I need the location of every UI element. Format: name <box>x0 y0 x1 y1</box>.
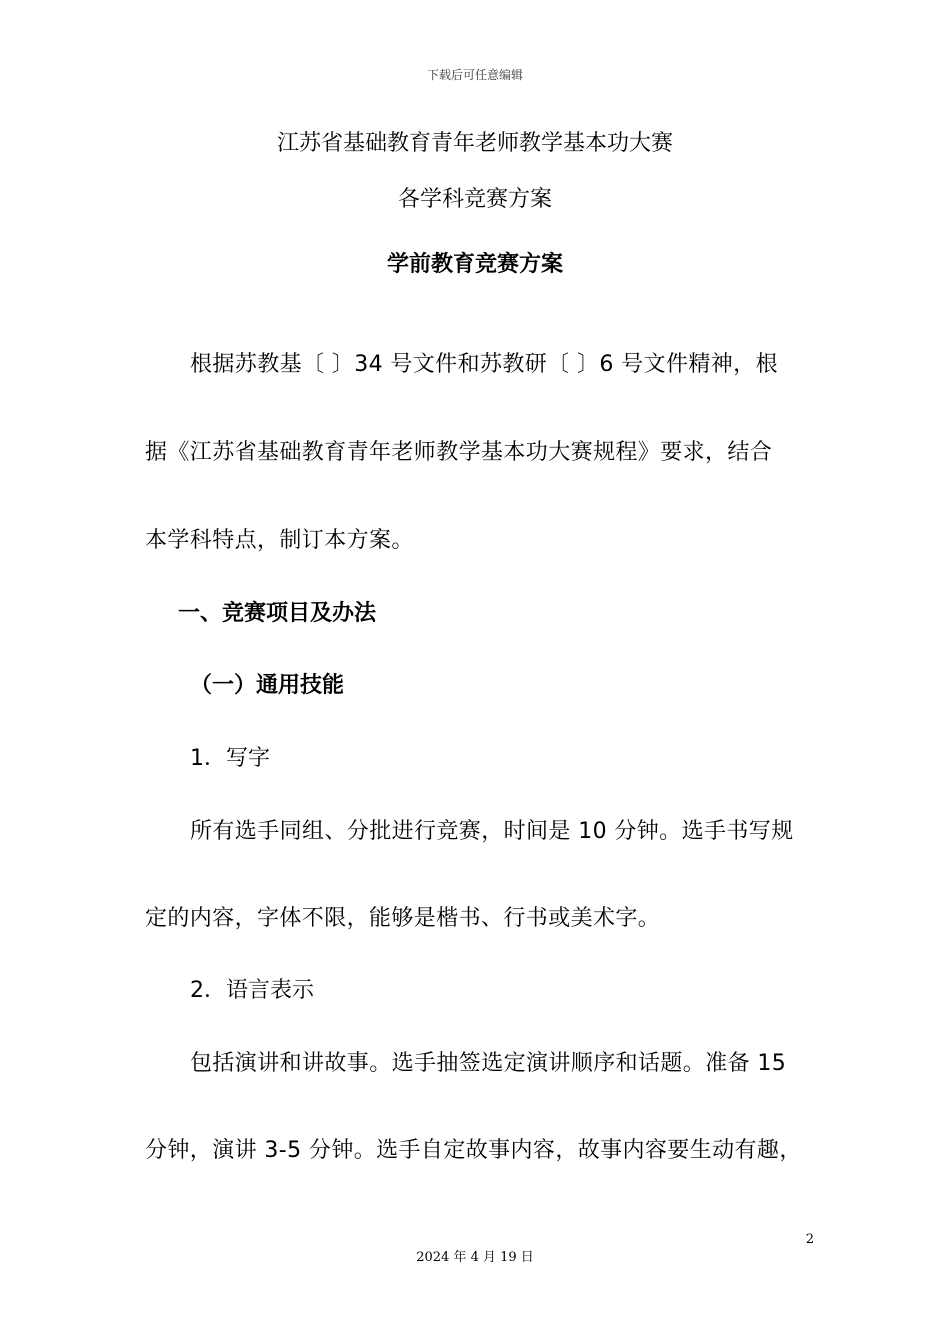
item-writing-line-1: 所有选手同组、分批进行竞赛，时间是 10 分钟。选手书写规 <box>190 819 794 844</box>
item-speech-line-2: 分钟，演讲 3-5 分钟。选手自定故事内容，故事内容要生动有趣， <box>145 1138 802 1163</box>
document-subtitle: 学前教育竞赛方案 <box>386 252 563 277</box>
item-title-speech: 2．语言表示 <box>190 978 314 1003</box>
document-title-line-1: 江苏省基础教育青年老师教学基本功大赛 <box>276 131 673 156</box>
document-title-line-2: 各学科竞赛方案 <box>397 187 552 212</box>
item-writing-line-2: 定的内容，字体不限，能够是楷书、行书或美术字。 <box>145 906 661 931</box>
item-speech-line-1: 包括演讲和讲故事。选手抽签选定演讲顺序和话题。准备 15 <box>190 1051 787 1076</box>
intro-paragraph-line-3: 本学科特点，制订本方案。 <box>145 528 414 553</box>
page-number: 2 <box>805 1232 814 1247</box>
subsection-heading: （一）通用技能 <box>190 673 345 698</box>
footer-date: 2024 年 4 月 19 日 <box>416 1250 534 1265</box>
intro-paragraph-line-2: 据《江苏省基础教育青年老师教学基本功大赛规程》要求，结合 <box>145 440 773 465</box>
item-title-writing: 1．写字 <box>190 746 270 771</box>
intro-paragraph-line-1: 根据苏教基〔 〕34 号文件和苏教研〔 〕6 号文件精神，根 <box>190 352 778 377</box>
page-header-note: 下载后可任意编辑 <box>426 68 523 82</box>
section-heading: 一、竞赛项目及办法 <box>178 601 377 626</box>
